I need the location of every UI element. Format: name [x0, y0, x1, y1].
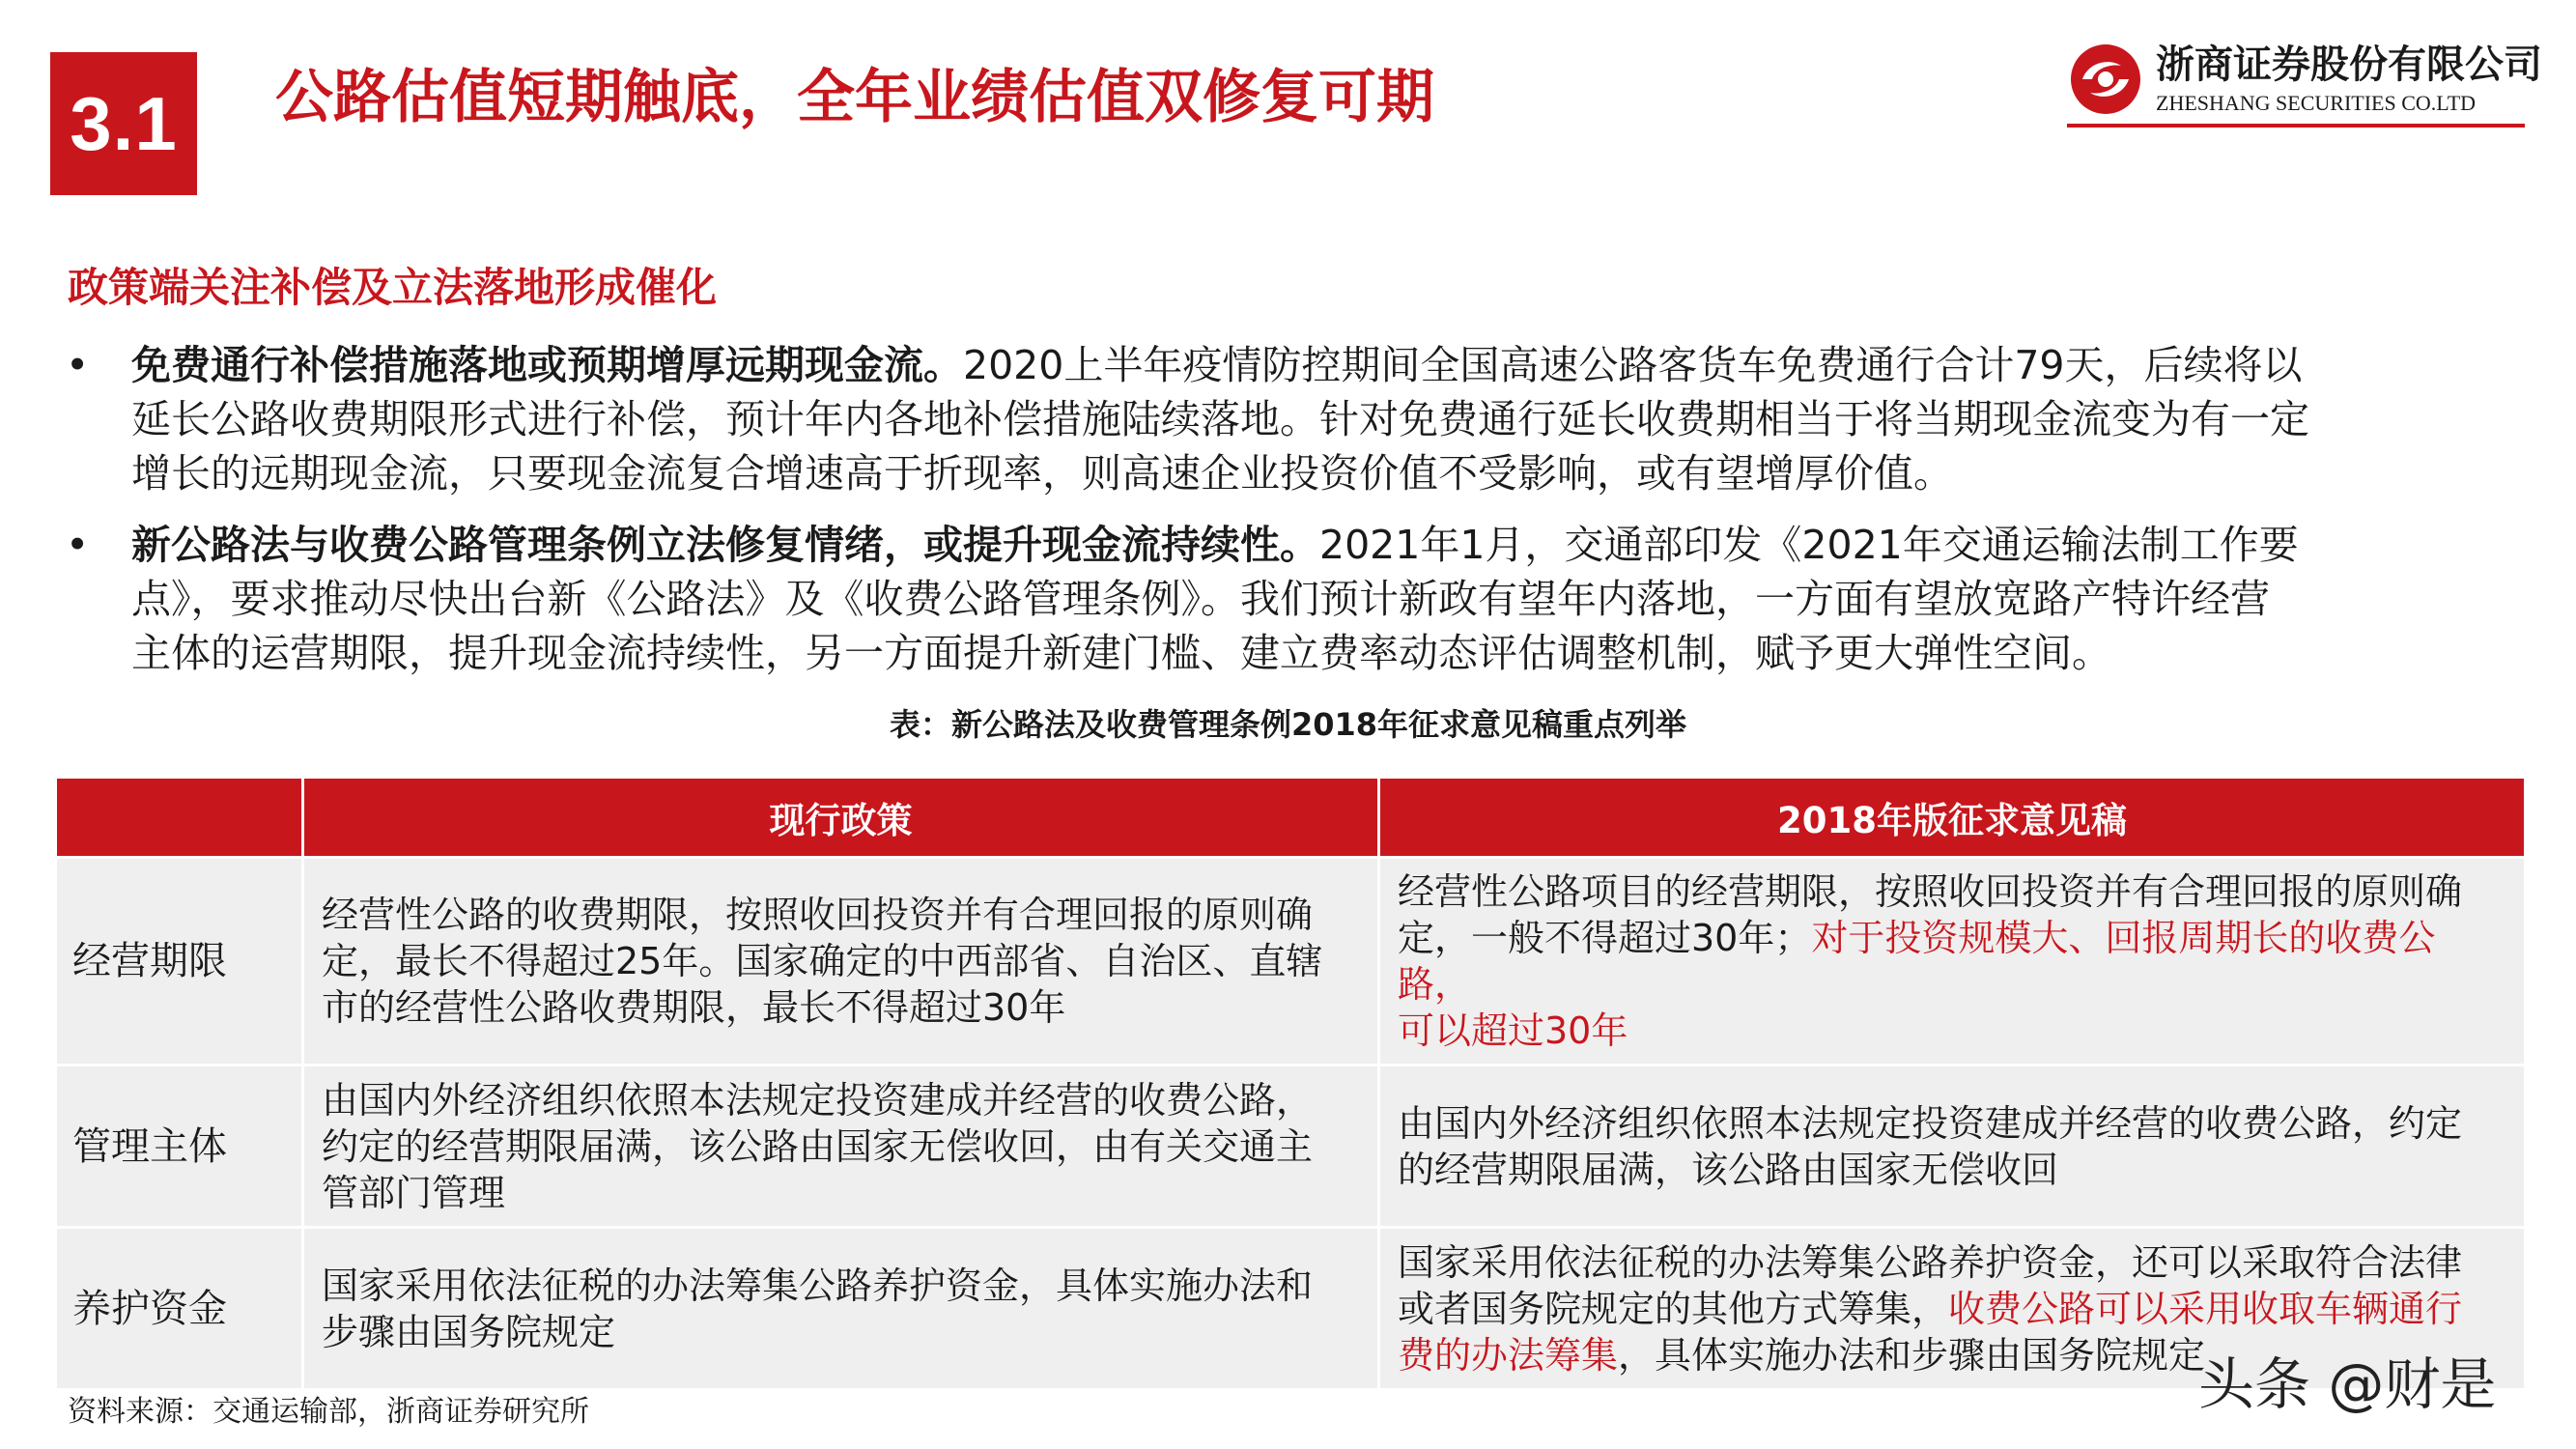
cell-line: 定，最长不得超过25年。国家确定的中西部省、自治区、直辖 — [322, 940, 1323, 982]
table-row — [56, 1065, 2526, 1228]
cell-line: 国家采用依法征税的办法筹集公路养护资金，还可以采取符合法律 — [1398, 1240, 2463, 1284]
source-note: 资料来源：交通运输部，浙商证券研究所 — [68, 1395, 589, 1429]
bullet-item — [58, 338, 2531, 500]
current-policy-cell — [303, 1065, 1379, 1228]
watermark: 头条 @财是 — [2198, 1351, 2497, 1417]
table-header-cell: 2018年版征求意见稿 — [1379, 778, 2526, 858]
draft-policy-cell — [1379, 858, 2526, 1065]
cell-line: 由国内外经济组织依照本法规定投资建成并经营的收费公路，约定 — [1398, 1101, 2463, 1145]
highlight-text: 对于投资规模大、回报周期长的收费公路， — [1398, 917, 2436, 1006]
bullet-line: 点》，要求推动尽快出台新《公路法》及《收费公路管理条例》。我们预计新政有望年内落地，一方面有望放宽路产特许经营 — [131, 576, 2270, 622]
bullet-dot-icon: • — [66, 342, 90, 388]
cell-line: 经营性公路项目的经营期限，按照收回投资并有合理回报的原则确 — [1398, 870, 2463, 913]
bullet-line: 主体的运营期限，提升现金流持续性，另一方面提升新建门槛、建立费率动态评估调整机制，赋予更大弹性空间。 — [131, 630, 2111, 676]
cell-line — [1398, 915, 2506, 1008]
cell-line: 约定的经营期限届满，该公路由国家无偿收回，由有关交通主 — [322, 1124, 1314, 1168]
policy-comparison-table — [54, 776, 2527, 1391]
row-label: 管理主体 — [56, 1065, 303, 1228]
bullet-text: 2021年1月，交通部印发《2021年交通运输法制工作要 — [1319, 522, 2299, 568]
zheshang-logo-icon — [2067, 41, 2144, 118]
highlight-text: 可以超过30年 — [1398, 1009, 1628, 1052]
cell-line: 的经营期限届满，该公路由国家无偿收回 — [1398, 1148, 2059, 1191]
table-row — [56, 858, 2526, 1065]
current-policy-cell — [303, 1228, 1379, 1390]
header-divider — [2067, 124, 2525, 128]
table-caption: 表：新公路法及收费管理条例2018年征求意见稿重点列举 — [889, 706, 1687, 743]
cell-line: 管部门管理 — [322, 1171, 506, 1214]
cell-text: 定，一般不得超过30年； — [1398, 917, 1812, 959]
bullet-item — [58, 518, 2531, 680]
table-header-row — [56, 778, 2526, 858]
page-title: 公路估值短期触底，全年业绩估值双修复可期 — [275, 64, 1434, 131]
logo-company-name-cn: 浙商证券股份有限公司 — [2156, 43, 2542, 87]
cell-line: 经营性公路的收费期限，按照收回投资并有合理回报的原则确 — [322, 894, 1314, 936]
highlight-text: 收费公路可以采用收取车辆通行 — [1948, 1287, 2463, 1330]
company-logo — [2067, 39, 2542, 120]
cell-line: 步骤由国务院规定 — [322, 1310, 616, 1353]
table-row — [56, 1228, 2526, 1390]
bullet-bold-lead: 免费通行补偿措施落地或预期增厚远期现金流。 — [131, 342, 963, 388]
cell-line: 市的经营性公路收费期限，最长不得超过30年 — [322, 986, 1066, 1029]
bullet-list — [58, 338, 2531, 697]
bullet-text: 2020上半年疫情防控期间全国高速公路客货车免费通行合计79天，后续将以 — [963, 342, 2303, 388]
cell-line: 由国内外经济组织依照本法规定投资建成并经营的收费公路， — [322, 1078, 1314, 1122]
cell-text: ，具体实施办法和步骤由国务院规定 — [1618, 1333, 2206, 1377]
cell-text: 或者国务院规定的其他方式筹集， — [1398, 1287, 1949, 1330]
bullet-line — [131, 338, 2531, 392]
highlight-text: 费的办法筹集 — [1398, 1333, 1619, 1377]
row-label: 养护资金 — [56, 1228, 303, 1390]
bullet-line: 增长的远期现金流，只要现金流复合增速高于折现率，则高速企业投资价值不受影响，或有望增厚价值。 — [131, 450, 1953, 497]
current-policy-cell — [303, 858, 1379, 1065]
bullet-bold-lead: 新公路法与收费公路管理条例立法修复情绪，或提升现金流持续性。 — [131, 522, 1319, 568]
bullet-dot-icon: • — [66, 522, 90, 568]
cell-line — [1398, 1286, 2506, 1332]
table-header-cell — [56, 778, 303, 858]
table-header-cell: 现行政策 — [303, 778, 1379, 858]
draft-policy-cell — [1379, 1065, 2526, 1228]
sub-heading: 政策端关注补偿及立法落地形成催化 — [68, 264, 718, 311]
cell-line: 国家采用依法征税的办法筹集公路养护资金，具体实施办法和 — [322, 1264, 1314, 1307]
row-label: 经营期限 — [56, 858, 303, 1065]
section-number-badge: 3.1 — [50, 52, 197, 195]
bullet-line: 延长公路收费期限形式进行补偿，预计年内各地补偿措施陆续落地。针对免费通行延长收费期相当于将当期现金流变为有一定 — [131, 396, 2309, 442]
logo-company-name-en: ZHESHANG SECURITIES CO.LTD — [2156, 91, 2477, 115]
bullet-line — [131, 518, 2531, 572]
